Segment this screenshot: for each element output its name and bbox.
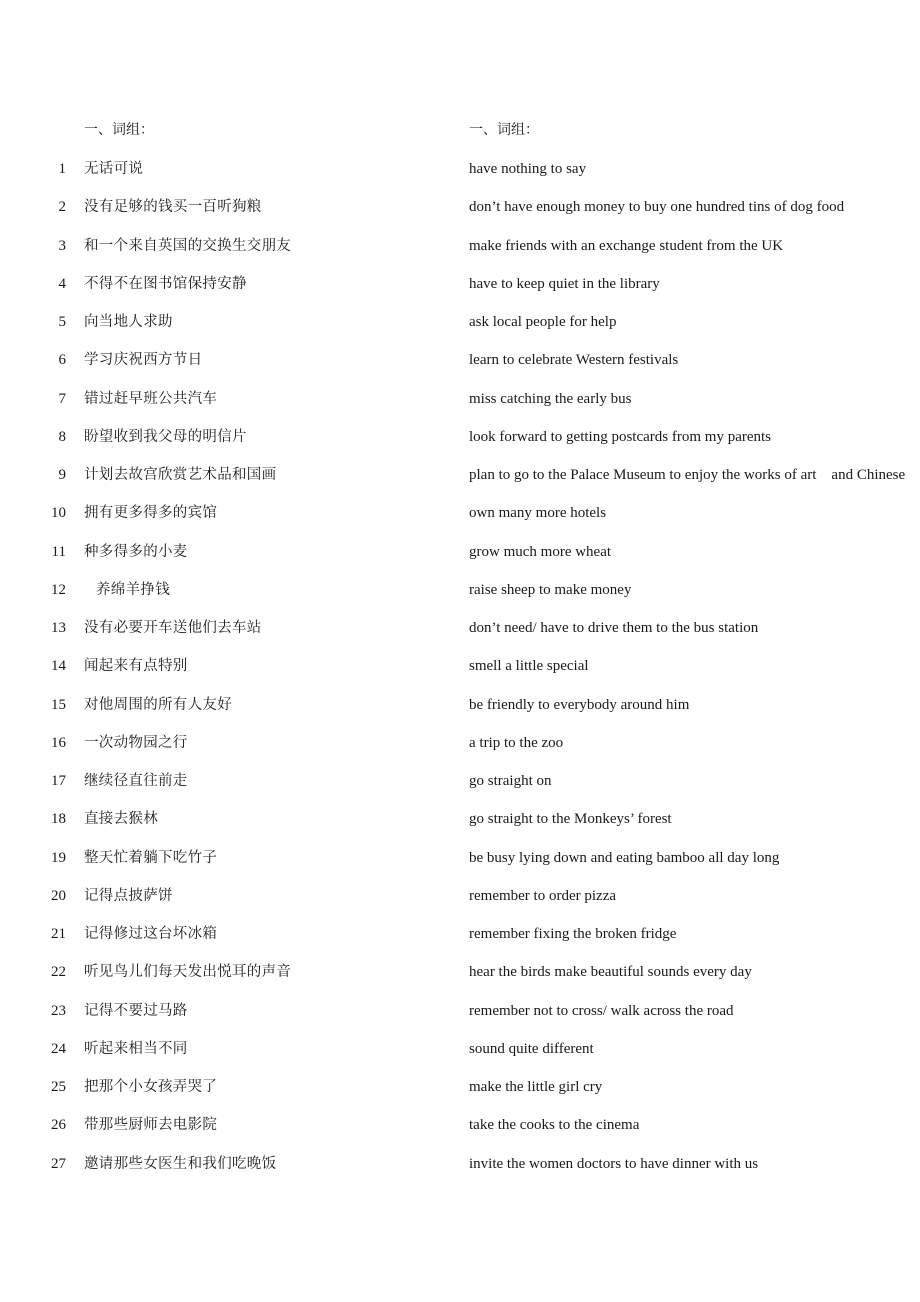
phrase-number: 24 [51,1040,66,1057]
phrase-row [0,1037,920,1075]
phrase-row [0,693,920,731]
phrase-row [0,578,920,616]
phrase-english: remember fixing the broken fridge [469,926,677,942]
phrase-number: 6 [58,352,66,369]
phrase-chinese: 拥有更多得多的宾馆 [84,505,218,522]
phrase-chinese: 种多得多的小麦 [84,543,188,560]
phrase-number: 25 [51,1079,66,1095]
phrase-chinese: 向当地人求助 [84,314,173,330]
phrase-english: ask local people for help [469,314,617,330]
phrase-row [0,769,920,807]
phrase-english: don’t need/ have to drive them to the bus station [469,620,759,636]
phrase-english: have nothing to say [469,161,587,177]
phrase-chinese: 整天忙着躺下吃竹子 [84,849,218,866]
phrase-chinese: 听起来相当不同 [84,1040,188,1057]
phrase-chinese: 把那个小女孩弄哭了 [84,1079,218,1095]
phrase-english: raise sheep to make money [469,581,632,598]
phrase-chinese: 盼望收到我父母的明信片 [84,428,247,445]
section-heading-english: 一、词组： [469,122,539,138]
phrase-row [0,1113,920,1151]
phrase-number: 15 [51,696,66,713]
phrase-number: 16 [51,734,66,751]
phrase-english: invite the women doctors to have dinner with us [469,1155,759,1172]
phrase-row [0,999,920,1037]
phrase-english: a trip to the zoo [469,734,564,751]
phrase-row [0,960,920,998]
phrase-number: 4 [58,275,66,292]
phrase-row [0,348,920,386]
phrase-row [0,884,920,922]
phrase-english: remember not to cross/ walk across the road [469,1002,734,1019]
phrase-number: 10 [51,505,66,522]
phrase-english: go straight on [469,773,552,789]
phrase-number: 17 [51,773,66,789]
phrase-english: be busy lying down and eating bamboo all day long [469,849,780,866]
phrase-english: smell a little special [469,658,589,675]
phrase-number: 18 [51,811,66,828]
phrase-number: 8 [58,428,66,445]
phrase-chinese: 学习庆祝西方节日 [84,352,203,369]
phrase-number: 14 [51,658,66,675]
phrase-chinese: 计划去故宫欣赏艺术品和国画 [84,467,277,483]
phrase-english: be friendly to everybody around him [469,696,690,713]
phrase-row [0,1075,920,1113]
phrase-row [0,501,920,539]
phrase-english: take the cooks to the cinema [469,1117,640,1134]
phrase-row [0,846,920,884]
phrase-number: 5 [58,314,66,330]
phrase-chinese: 没有必要开车送他们去车站 [84,620,262,636]
phrase-chinese: 带那些厨师去电影院 [84,1117,218,1134]
phrase-english: plan to go to the Palace Museum to enjoy the works of art and Chinese [469,467,906,483]
phrase-chinese: 对他周围的所有人友好 [84,696,232,713]
phrase-number: 1 [58,161,66,177]
phrase-row [0,540,920,578]
phrase-chinese: 无话可说 [84,161,144,177]
phrase-row [0,807,920,845]
phrase-row [0,654,920,692]
phrase-chinese: 一次动物园之行 [84,734,188,751]
phrase-row [0,234,920,272]
phrase-number: 2 [58,199,66,216]
phrase-english: miss catching the early bus [469,390,632,407]
phrase-english: have to keep quiet in the library [469,275,660,292]
phrase-number: 21 [51,926,66,942]
phrase-chinese: 不得不在图书馆保持安静 [84,275,247,292]
phrase-chinese: 记得点披萨饼 [84,887,173,904]
phrase-english: sound quite different [469,1040,594,1057]
phrase-number: 22 [51,964,66,981]
phrase-row [0,425,920,463]
phrase-chinese: 和一个来自英国的交换生交朋友 [84,237,292,254]
phrase-number: 26 [51,1117,66,1134]
phrase-row [0,1152,920,1190]
phrase-english: look forward to getting postcards from my parents [469,428,772,445]
phrase-number: 23 [51,1002,66,1019]
phrase-chinese: 闻起来有点特别 [84,658,188,675]
phrase-chinese: 邀请那些女医生和我们吃晚饭 [84,1155,277,1172]
phrase-number: 19 [51,849,66,866]
section-heading-row [0,118,920,142]
phrase-english: make friends with an exchange student from the UK [469,237,784,254]
phrase-number: 20 [51,887,66,904]
phrase-english: own many more hotels [469,505,607,522]
phrase-row [0,157,920,195]
phrase-row [0,310,920,348]
phrase-chinese: 记得修过这台坏冰箱 [84,926,218,942]
phrase-english: hear the birds make beautiful sounds every day [469,964,752,981]
phrase-english: grow much more wheat [469,543,612,560]
phrase-row [0,922,920,960]
phrase-chinese: 继续径直往前走 [84,773,188,789]
phrase-number: 9 [58,467,66,483]
phrase-chinese: 养绵羊挣钱 [96,581,170,598]
section-heading-chinese: 一、词组： [84,122,154,138]
phrase-chinese: 错过赶早班公共汽车 [84,390,218,407]
phrase-row [0,463,920,501]
phrase-row [0,195,920,233]
phrase-number: 13 [51,620,66,636]
phrase-row [0,272,920,310]
phrase-chinese: 直接去猴林 [84,811,158,828]
phrase-english: learn to celebrate Western festivals [469,352,679,369]
phrase-number: 3 [58,237,66,254]
phrase-english: make the little girl cry [469,1079,603,1095]
phrase-english: go straight to the Monkeys’ forest [469,811,672,828]
phrase-chinese: 记得不要过马路 [84,1002,188,1019]
phrase-number: 7 [58,390,66,407]
phrase-row [0,731,920,769]
phrase-list [0,157,920,1190]
phrase-english: don’t have enough money to buy one hundred tins of dog food [469,199,845,216]
phrase-number: 12 [51,581,66,598]
phrase-chinese: 没有足够的钱买一百听狗粮 [84,199,262,216]
phrase-row [0,387,920,425]
phrase-number: 27 [51,1155,66,1172]
phrase-row [0,616,920,654]
phrase-chinese: 听见鸟儿们每天发出悦耳的声音 [84,964,292,981]
phrase-english: remember to order pizza [469,887,617,904]
phrase-number: 11 [51,543,66,560]
